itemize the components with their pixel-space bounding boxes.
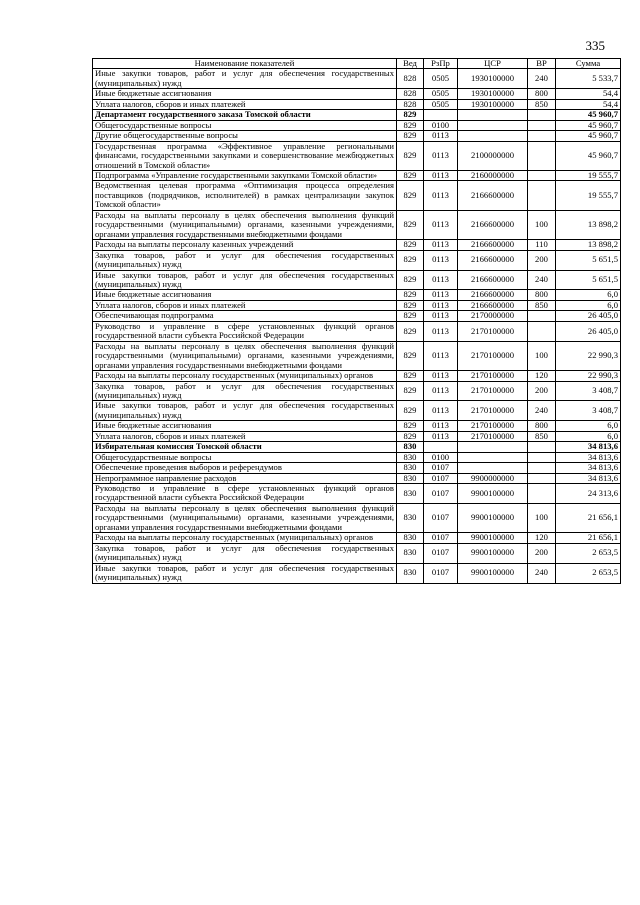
cell-csr: 1930100000 (458, 89, 528, 99)
cell-vr (528, 473, 556, 483)
cell-sum: 22 990,3 (556, 371, 621, 381)
cell-rzpr: 0107 (424, 563, 458, 583)
cell-rzpr: 0113 (424, 270, 458, 290)
table-row (93, 131, 621, 141)
cell-name: Иные бюджетные ассигнования (93, 290, 397, 300)
cell-vr (528, 463, 556, 473)
cell-name: Закупка товаров, работ и услуг для обеспечения государственных (муниципальных) нужд (93, 250, 397, 270)
cell-ved: 829 (397, 270, 424, 290)
cell-ved: 829 (397, 381, 424, 401)
cell-rzpr: 0505 (424, 89, 458, 99)
header-name: Наименование показателей (93, 59, 397, 69)
table-row (93, 473, 621, 483)
cell-sum: 34 813,6 (556, 463, 621, 473)
table-row (93, 533, 621, 543)
cell-ved: 829 (397, 250, 424, 270)
cell-sum: 6,0 (556, 300, 621, 310)
cell-rzpr: 0113 (424, 341, 458, 370)
table-header-row (93, 59, 621, 69)
cell-rzpr: 0107 (424, 473, 458, 483)
cell-csr: 9900000000 (458, 473, 528, 483)
cell-ved: 830 (397, 484, 424, 504)
cell-ved: 829 (397, 170, 424, 180)
header-ved: Вед (397, 59, 424, 69)
cell-vr: 200 (528, 381, 556, 401)
cell-ved: 830 (397, 442, 424, 452)
cell-name: Расходы на выплаты персоналу казенных учреждений (93, 240, 397, 250)
cell-ved: 829 (397, 401, 424, 421)
cell-sum: 54,4 (556, 99, 621, 109)
cell-vr: 240 (528, 401, 556, 421)
cell-rzpr: 0100 (424, 120, 458, 130)
cell-vr: 850 (528, 99, 556, 109)
cell-sum: 6,0 (556, 290, 621, 300)
cell-sum: 13 898,2 (556, 210, 621, 239)
cell-csr: 9900100000 (458, 484, 528, 504)
cell-csr: 2166600000 (458, 290, 528, 300)
cell-sum: 34 813,6 (556, 473, 621, 483)
table-row (93, 99, 621, 109)
cell-sum: 24 313,6 (556, 484, 621, 504)
table-row (93, 381, 621, 401)
cell-sum: 45 960,7 (556, 120, 621, 130)
cell-name: Государственная программа «Эффективное управление региональными финансами, государственными закупками и совершенствование межбюджетных отношений в Томской области» (93, 141, 397, 170)
table-row (93, 321, 621, 341)
cell-rzpr: 0113 (424, 381, 458, 401)
cell-vr: 120 (528, 371, 556, 381)
cell-csr: 2170100000 (458, 401, 528, 421)
cell-sum: 5 651,5 (556, 270, 621, 290)
table-row (93, 463, 621, 473)
cell-sum: 21 656,1 (556, 503, 621, 532)
cell-ved: 828 (397, 99, 424, 109)
cell-csr (458, 442, 528, 452)
cell-vr (528, 110, 556, 120)
table-row (93, 250, 621, 270)
cell-ved: 830 (397, 563, 424, 583)
cell-name: Расходы на выплаты персоналу государственных (муниципальных) органов (93, 533, 397, 543)
cell-rzpr: 0113 (424, 210, 458, 239)
budget-table (92, 58, 621, 584)
cell-sum: 6,0 (556, 431, 621, 441)
cell-rzpr: 0107 (424, 533, 458, 543)
cell-rzpr: 0505 (424, 69, 458, 89)
cell-name: Иные бюджетные ассигнования (93, 421, 397, 431)
cell-name: Департамент государственного заказа Томской области (93, 110, 397, 120)
cell-csr: 2170000000 (458, 311, 528, 321)
cell-vr: 240 (528, 69, 556, 89)
cell-rzpr: 0113 (424, 421, 458, 431)
cell-name: Расходы на выплаты персоналу государственных (муниципальных) органов (93, 371, 397, 381)
cell-csr: 2166600000 (458, 270, 528, 290)
cell-csr (458, 120, 528, 130)
cell-vr: 100 (528, 503, 556, 532)
cell-name: Общегосударственные вопросы (93, 452, 397, 462)
cell-sum: 2 653,5 (556, 543, 621, 563)
cell-csr: 2170100000 (458, 381, 528, 401)
cell-name: Общегосударственные вопросы (93, 120, 397, 130)
cell-name: Иные закупки товаров, работ и услуг для обеспечения государственных (муниципальных) нужд (93, 69, 397, 89)
cell-name: Иные закупки товаров, работ и услуг для обеспечения государственных (муниципальных) нужд (93, 401, 397, 421)
cell-vr: 850 (528, 431, 556, 441)
cell-rzpr: 0107 (424, 484, 458, 504)
cell-sum: 13 898,2 (556, 240, 621, 250)
cell-rzpr: 0107 (424, 543, 458, 563)
table-row (93, 341, 621, 370)
cell-ved: 829 (397, 141, 424, 170)
table-row (93, 300, 621, 310)
cell-csr: 2166600000 (458, 240, 528, 250)
cell-rzpr: 0113 (424, 431, 458, 441)
cell-name: Непрограммное направление расходов (93, 473, 397, 483)
cell-name: Расходы на выплаты персоналу в целях обеспечения выполнения функций государственными (муниципальными) органами, казенными учреждениями, органами управления государственными внебюджетными фондами (93, 503, 397, 532)
table-row (93, 421, 621, 431)
cell-csr: 2170100000 (458, 341, 528, 370)
cell-csr: 2100000000 (458, 141, 528, 170)
cell-name: Иные закупки товаров, работ и услуг для обеспечения государственных (муниципальных) нужд (93, 270, 397, 290)
cell-ved: 829 (397, 120, 424, 130)
cell-sum: 22 990,3 (556, 341, 621, 370)
cell-name: Обеспечение проведения выборов и референдумов (93, 463, 397, 473)
cell-ved: 829 (397, 210, 424, 239)
cell-ved: 829 (397, 421, 424, 431)
table-row (93, 442, 621, 452)
cell-csr: 2166600000 (458, 250, 528, 270)
table-row (93, 543, 621, 563)
cell-rzpr: 0107 (424, 463, 458, 473)
cell-name: Обеспечивающая подпрограмма (93, 311, 397, 321)
cell-ved: 830 (397, 463, 424, 473)
cell-name: Уплата налогов, сборов и иных платежей (93, 99, 397, 109)
cell-name: Иные закупки товаров, работ и услуг для обеспечения государственных (муниципальных) нужд (93, 563, 397, 583)
cell-vr (528, 321, 556, 341)
cell-rzpr: 0100 (424, 452, 458, 462)
cell-vr: 120 (528, 533, 556, 543)
cell-csr: 2166600000 (458, 210, 528, 239)
table-row (93, 210, 621, 239)
cell-name: Избирательная комиссия Томской области (93, 442, 397, 452)
cell-sum: 19 555,7 (556, 181, 621, 210)
cell-name: Закупка товаров, работ и услуг для обеспечения государственных (муниципальных) нужд (93, 381, 397, 401)
cell-sum: 3 408,7 (556, 401, 621, 421)
cell-vr (528, 181, 556, 210)
cell-name: Уплата налогов, сборов и иных платежей (93, 431, 397, 441)
cell-ved: 829 (397, 300, 424, 310)
cell-ved: 829 (397, 290, 424, 300)
cell-ved: 829 (397, 131, 424, 141)
cell-sum: 2 653,5 (556, 563, 621, 583)
cell-csr: 2170100000 (458, 431, 528, 441)
cell-vr: 100 (528, 341, 556, 370)
cell-sum: 5 533,7 (556, 69, 621, 89)
header-rzpr: РзПр (424, 59, 458, 69)
cell-csr: 1930100000 (458, 99, 528, 109)
cell-csr: 2170100000 (458, 421, 528, 431)
table-row (93, 181, 621, 210)
cell-rzpr (424, 110, 458, 120)
cell-rzpr: 0113 (424, 401, 458, 421)
cell-csr: 2170100000 (458, 321, 528, 341)
cell-ved: 829 (397, 181, 424, 210)
cell-rzpr: 0113 (424, 181, 458, 210)
table-row (93, 401, 621, 421)
cell-name: Закупка товаров, работ и услуг для обеспечения государственных (муниципальных) нужд (93, 543, 397, 563)
cell-rzpr: 0113 (424, 170, 458, 180)
cell-ved: 830 (397, 533, 424, 543)
cell-vr: 800 (528, 421, 556, 431)
cell-sum: 5 651,5 (556, 250, 621, 270)
cell-csr: 9900100000 (458, 543, 528, 563)
cell-vr (528, 120, 556, 130)
cell-sum: 26 405,0 (556, 321, 621, 341)
cell-vr: 110 (528, 240, 556, 250)
cell-name: Расходы на выплаты персоналу в целях обеспечения выполнения функций государственными (муниципальными) органами, казенными учреждениями, органами управления государственными внебюджетными фондами (93, 341, 397, 370)
cell-rzpr: 0113 (424, 240, 458, 250)
cell-csr: 1930100000 (458, 69, 528, 89)
cell-ved: 828 (397, 89, 424, 99)
cell-name: Ведомственная целевая программа «Оптимизация процесса определения поставщиков (подрядчиков, исполнителей) в рамках централизации закупок Томской области» (93, 181, 397, 210)
cell-rzpr: 0113 (424, 250, 458, 270)
cell-csr: 2160000000 (458, 170, 528, 180)
cell-ved: 830 (397, 473, 424, 483)
cell-sum: 45 960,7 (556, 141, 621, 170)
cell-csr: 9900100000 (458, 533, 528, 543)
cell-vr: 800 (528, 290, 556, 300)
cell-rzpr: 0113 (424, 290, 458, 300)
cell-csr: 9900100000 (458, 563, 528, 583)
cell-sum: 3 408,7 (556, 381, 621, 401)
cell-ved: 829 (397, 240, 424, 250)
cell-csr (458, 452, 528, 462)
cell-vr (528, 484, 556, 504)
table-row (93, 563, 621, 583)
cell-rzpr (424, 442, 458, 452)
cell-vr (528, 452, 556, 462)
cell-rzpr: 0505 (424, 99, 458, 109)
table-row (93, 290, 621, 300)
cell-sum: 21 656,1 (556, 533, 621, 543)
cell-vr: 240 (528, 563, 556, 583)
cell-rzpr: 0113 (424, 131, 458, 141)
cell-ved: 829 (397, 321, 424, 341)
cell-sum: 19 555,7 (556, 170, 621, 180)
table-row (93, 89, 621, 99)
cell-rzpr: 0113 (424, 300, 458, 310)
cell-csr: 9900100000 (458, 503, 528, 532)
cell-vr: 850 (528, 300, 556, 310)
table-row (93, 270, 621, 290)
cell-name: Руководство и управление в сфере установленных функций органов государственной власти субъекта Российской Федерации (93, 321, 397, 341)
cell-sum: 45 960,7 (556, 110, 621, 120)
table-row (93, 141, 621, 170)
table-row (93, 503, 621, 532)
cell-sum: 26 405,0 (556, 311, 621, 321)
cell-vr (528, 141, 556, 170)
cell-rzpr: 0113 (424, 311, 458, 321)
cell-sum: 6,0 (556, 421, 621, 431)
cell-sum: 45 960,7 (556, 131, 621, 141)
cell-vr: 240 (528, 270, 556, 290)
header-vr: ВР (528, 59, 556, 69)
cell-ved: 830 (397, 543, 424, 563)
cell-name: Подпрограмма «Управление государственными закупками Томской области» (93, 170, 397, 180)
header-csr: ЦСР (458, 59, 528, 69)
cell-csr (458, 463, 528, 473)
cell-vr: 100 (528, 210, 556, 239)
cell-sum: 34 813,6 (556, 442, 621, 452)
cell-ved: 830 (397, 503, 424, 532)
table-row (93, 484, 621, 504)
cell-vr: 800 (528, 89, 556, 99)
cell-name: Руководство и управление в сфере установленных функций органов государственной власти субъекта Российской Федерации (93, 484, 397, 504)
table-row (93, 170, 621, 180)
cell-sum: 54,4 (556, 89, 621, 99)
cell-vr (528, 131, 556, 141)
cell-sum: 34 813,6 (556, 452, 621, 462)
cell-ved: 829 (397, 311, 424, 321)
cell-csr: 2166600000 (458, 300, 528, 310)
page-number: 335 (585, 38, 605, 53)
cell-rzpr: 0113 (424, 321, 458, 341)
cell-rzpr: 0113 (424, 371, 458, 381)
cell-ved: 829 (397, 110, 424, 120)
cell-name: Другие общегосударственные вопросы (93, 131, 397, 141)
table-row (93, 110, 621, 120)
cell-ved: 829 (397, 431, 424, 441)
cell-csr (458, 131, 528, 141)
table-row (93, 431, 621, 441)
cell-csr: 2170100000 (458, 371, 528, 381)
cell-name: Расходы на выплаты персоналу в целях обеспечения выполнения функций государственными (муниципальными) органами, казенными учреждениями, органами управления государственными внебюджетными фондами (93, 210, 397, 239)
cell-name: Уплата налогов, сборов и иных платежей (93, 300, 397, 310)
cell-vr: 200 (528, 543, 556, 563)
cell-rzpr: 0107 (424, 503, 458, 532)
cell-vr: 200 (528, 250, 556, 270)
table-row (93, 452, 621, 462)
table-row (93, 371, 621, 381)
cell-csr (458, 110, 528, 120)
cell-ved: 830 (397, 452, 424, 462)
header-sum: Сумма (556, 59, 621, 69)
cell-vr (528, 442, 556, 452)
table-row (93, 240, 621, 250)
cell-vr (528, 311, 556, 321)
cell-vr (528, 170, 556, 180)
cell-ved: 829 (397, 371, 424, 381)
cell-rzpr: 0113 (424, 141, 458, 170)
table-row (93, 311, 621, 321)
cell-ved: 828 (397, 69, 424, 89)
table-row (93, 69, 621, 89)
table-row (93, 120, 621, 130)
cell-csr: 2166600000 (458, 181, 528, 210)
cell-name: Иные бюджетные ассигнования (93, 89, 397, 99)
cell-ved: 829 (397, 341, 424, 370)
